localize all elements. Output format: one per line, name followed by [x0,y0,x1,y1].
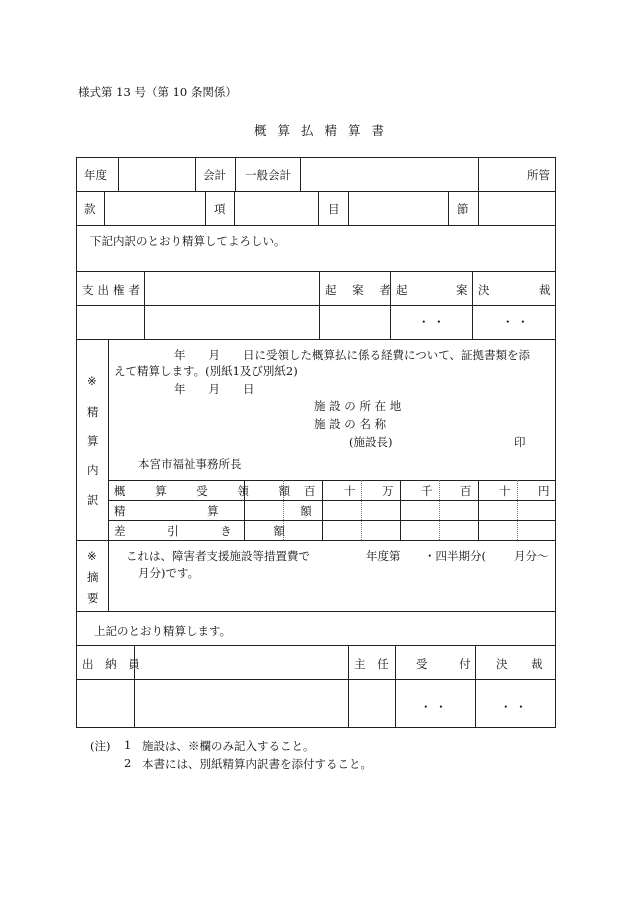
summary-line-1d: 月分〜 [514,549,549,563]
summary-side-char: 摘 [87,570,99,584]
setsu-label: 節 [457,202,469,216]
note-1-number: 1 [124,738,132,752]
decision-date-dots: ・ ・ [500,700,527,714]
facility-name-label: 施 設 の 名 称 [314,417,387,431]
confirm-text: 上記のとおり精算します。 [94,624,232,638]
digit-unit: 十 [344,484,356,498]
receipt-label: 受 付 [416,657,485,671]
breakdown-side-char: 内 [87,463,99,477]
breakdown-line-2: えて精算します。(別紙1及び別紙2) [114,364,298,378]
digit-unit: 円 [538,484,550,498]
page-title: 概算払精算書 [254,123,396,138]
facility-head-label: (施設長) [349,435,393,449]
breakdown-side-char: 精 [87,405,99,419]
account-label: 会計 [203,168,226,182]
digit-unit: 百 [304,484,316,498]
form-number: 様式第 13 号（第 10 条関係） [78,85,237,99]
note-1: 施設は、※欄のみ記入すること。 [142,739,315,753]
digit-unit: 十 [499,484,511,498]
drafter-label: 起 案 者 [325,283,397,297]
receipt-date-dots: ・ ・ [420,700,447,714]
note-2-number: 2 [124,756,132,770]
summary-line-2: 月分)です。 [138,566,200,580]
decision-label: 決 [478,283,490,297]
summary-line-1c: ・四半期分( [424,549,486,563]
summary-side-char: 要 [87,591,99,605]
summary-line-1b: 年度第 [366,549,401,563]
decision-label-2: 裁 [539,283,551,297]
kou-label: 項 [214,202,226,216]
jurisdiction-label: 所管 [527,168,550,182]
estimated-receipt-label: 概 算 受 領 額 [114,484,304,498]
summary-line-1a: これは、障害者支援施設等措置費で [126,549,310,563]
breakdown-side-char: 訳 [87,493,99,507]
decision-label: 決 裁 [496,657,553,671]
draft-label: 起 [396,283,408,297]
breakdown-side-char: 算 [87,434,99,448]
settled-amount-label: 精 算 額 [114,504,351,518]
summary-side-mark: ※ [87,549,97,563]
digit-unit: 百 [460,484,472,498]
general-account-label: 一般会計 [245,168,291,182]
breakdown-line-1: 年 月 日に受領した概算払に係る経費について、証拠書類を添 [174,348,531,362]
digit-unit: 千 [421,484,433,498]
draft-date-dots: ・ ・ [418,315,445,329]
difference-label: 差 引 き 額 [114,524,304,538]
addressee: 本宮市福祉事務所長 [138,457,242,471]
fiscal-year-label: 年度 [84,168,107,182]
cashier-label: 出 納 員 [82,657,144,671]
breakdown-side-mark: ※ [87,374,97,388]
note-2: 本書には、別紙精算内訳書を添付すること。 [142,757,372,771]
chief-label: 主 任 [354,657,393,671]
moku-label: 目 [328,202,340,216]
seal-mark: 印 [514,435,526,449]
draft-label-2: 案 [456,283,468,297]
facility-address-label: 施 設 の 所 在 地 [314,399,402,413]
digit-unit: 万 [382,484,394,498]
kan-label: 款 [84,202,96,216]
breakdown-date: 年 月 日 [174,382,255,396]
decision-date-dots: ・ ・ [502,315,529,329]
request-text: 下記内訳のとおり精算してよろしい。 [90,234,286,248]
notes-label: (注) [90,739,111,753]
payer-label: 支出権者 [82,283,144,297]
